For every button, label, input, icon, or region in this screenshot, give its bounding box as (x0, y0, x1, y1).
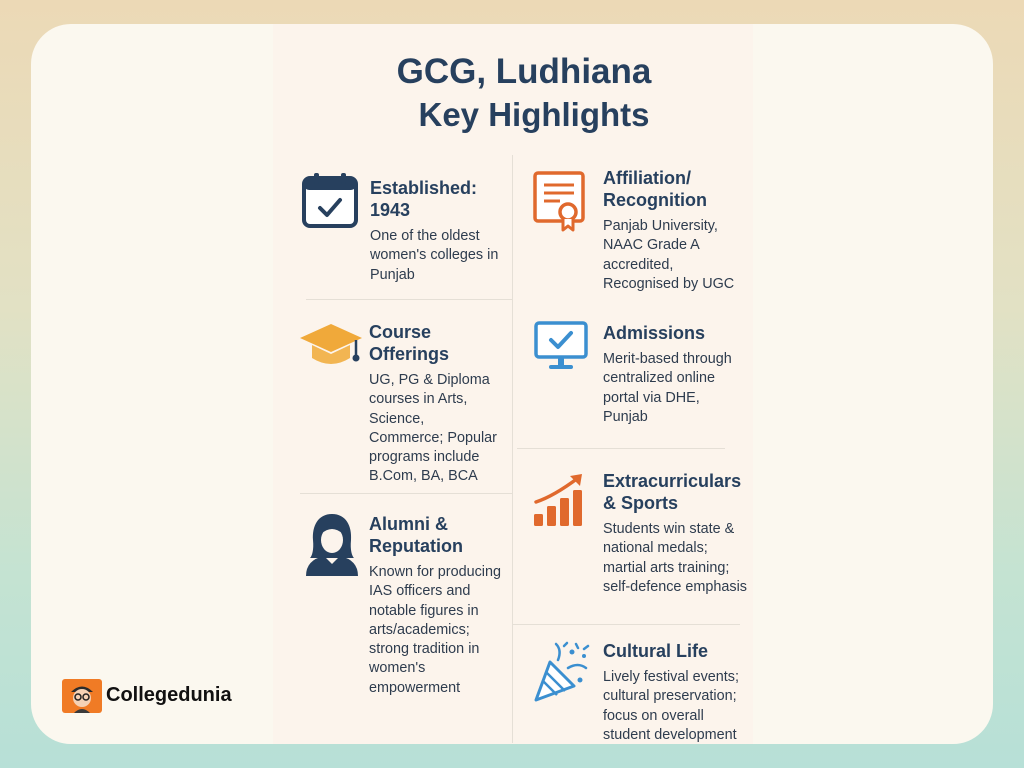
row-divider (300, 493, 512, 494)
highlight-heading: Affiliation/ Recognition (603, 168, 707, 210)
highlight-body: Lively festival events; cultural preservation; focus on overall student development (603, 669, 739, 743)
column-divider (512, 155, 513, 743)
monitor-check-icon (533, 320, 589, 372)
highlight-established (370, 177, 500, 285)
highlight-extracurriculars (603, 470, 753, 597)
logo-mascot-icon (62, 679, 102, 713)
growth-chart-icon (532, 470, 590, 530)
highlight-body: Merit-based through centralized online portal via DHE, Punjab (603, 351, 732, 425)
highlight-courses (369, 321, 497, 487)
row-divider (517, 448, 725, 449)
highlight-heading: Course Offerings (369, 322, 450, 364)
highlight-admissions (603, 322, 743, 427)
highlight-alumni (369, 513, 507, 698)
row-divider (512, 624, 740, 625)
certificate-icon (532, 170, 588, 234)
highlight-cultural-life (603, 640, 743, 745)
highlight-affiliation (603, 167, 743, 294)
collegedunia-logo (62, 679, 252, 715)
highlight-heading: Admissions (603, 323, 706, 343)
graduation-cap-icon (298, 320, 364, 372)
highlight-heading: Extracurriculars & Sports (603, 471, 742, 513)
calendar-icon (302, 172, 358, 228)
highlight-body: One of the oldest women's colleges in Punjab (370, 228, 499, 283)
poster-subtitle: Key Highlights (418, 96, 650, 133)
highlight-body: UG, PG & Diploma courses in Arts, Science, Commerce; Popular programs include B.Com, BA, BCA (369, 372, 497, 485)
highlight-body: Students win state & national medals; martial arts training; self-defence emphasis (603, 521, 747, 595)
highlight-heading: Established: 1943 (370, 178, 478, 220)
woman-avatar-icon (302, 510, 362, 578)
brand-name: Collegedunia (106, 684, 232, 706)
row-divider (306, 299, 512, 300)
highlight-heading: Cultural Life (603, 641, 709, 661)
highlight-body: Known for producing IAS officers and notable figures in arts/academics; strong tradition in women's empowerment (369, 564, 501, 696)
highlight-body: Panjab University, NAAC Grade A accredited, Recognised by UGC (603, 218, 735, 292)
highlight-heading: Alumni & Reputation (369, 514, 463, 556)
party-popper-icon (532, 640, 594, 704)
poster-title: GCG, Ludhiana (396, 52, 652, 91)
